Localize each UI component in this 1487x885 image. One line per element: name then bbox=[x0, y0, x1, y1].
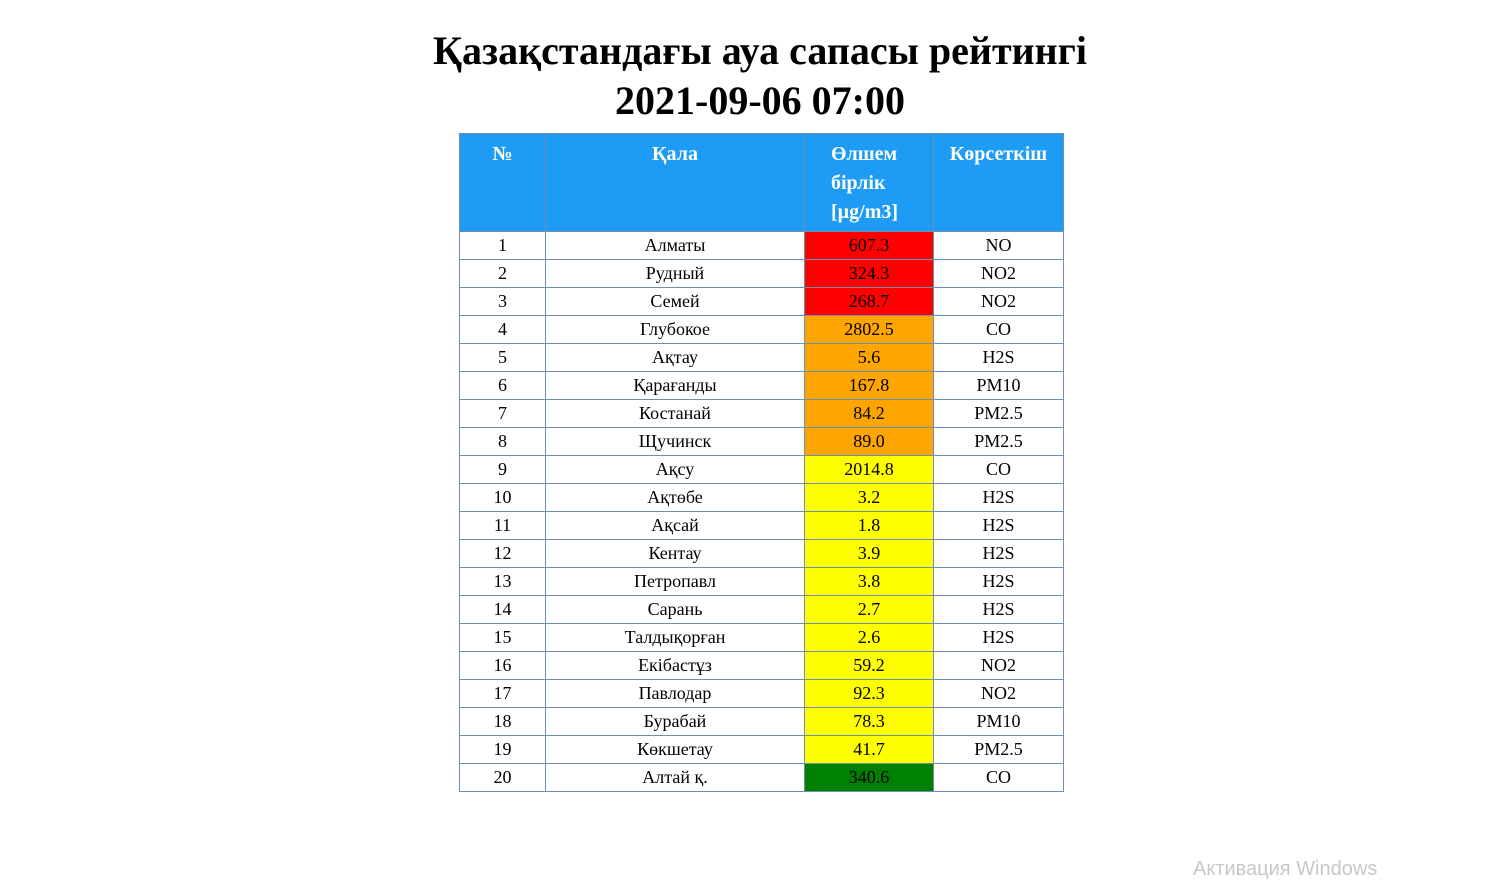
value-cell: 607.3 bbox=[805, 232, 934, 260]
header-indicator: Көрсеткіш bbox=[934, 134, 1064, 232]
value-cell: 2.7 bbox=[805, 596, 934, 624]
row-number-cell: 4 bbox=[460, 316, 546, 344]
row-number-cell: 13 bbox=[460, 568, 546, 596]
indicator-cell: H2S bbox=[934, 596, 1064, 624]
value-cell: 41.7 bbox=[805, 736, 934, 764]
table-row bbox=[460, 316, 1064, 344]
indicator-cell: H2S bbox=[934, 568, 1064, 596]
header-unit-line2: бірлік bbox=[831, 172, 886, 194]
city-cell: Бурабай bbox=[546, 708, 805, 736]
header-unit-line1: Өлшем bbox=[831, 143, 898, 165]
table-row bbox=[460, 596, 1064, 624]
row-number-cell: 17 bbox=[460, 680, 546, 708]
indicator-cell: NO2 bbox=[934, 260, 1064, 288]
indicator-cell: NO2 bbox=[934, 288, 1064, 316]
header-unit bbox=[805, 134, 934, 232]
indicator-cell: H2S bbox=[934, 344, 1064, 372]
city-cell: Рудный bbox=[546, 260, 805, 288]
table-row bbox=[460, 708, 1064, 736]
city-cell: Ақтөбе bbox=[546, 484, 805, 512]
table-row bbox=[460, 680, 1064, 708]
indicator-cell: PM2.5 bbox=[934, 400, 1064, 428]
row-number-cell: 12 bbox=[460, 540, 546, 568]
city-cell: Ақсу bbox=[546, 456, 805, 484]
value-cell: 5.6 bbox=[805, 344, 934, 372]
table-row bbox=[460, 400, 1064, 428]
value-cell: 84.2 bbox=[805, 400, 934, 428]
windows-activation-watermark: Активация Windows bbox=[1193, 858, 1378, 880]
table-row bbox=[460, 512, 1064, 540]
table-row bbox=[460, 484, 1064, 512]
row-number-cell: 8 bbox=[460, 428, 546, 456]
table-header-row bbox=[460, 134, 1064, 232]
table-row bbox=[460, 344, 1064, 372]
row-number-cell: 16 bbox=[460, 652, 546, 680]
table-row bbox=[460, 652, 1064, 680]
row-number-cell: 11 bbox=[460, 512, 546, 540]
row-number-cell: 15 bbox=[460, 624, 546, 652]
city-cell: Қарағанды bbox=[546, 372, 805, 400]
row-number-cell: 10 bbox=[460, 484, 546, 512]
city-cell: Костанай bbox=[546, 400, 805, 428]
city-cell: Петропавл bbox=[546, 568, 805, 596]
indicator-cell: NO2 bbox=[934, 680, 1064, 708]
indicator-cell: PM10 bbox=[934, 708, 1064, 736]
indicator-cell: H2S bbox=[934, 540, 1064, 568]
value-cell: 3.2 bbox=[805, 484, 934, 512]
row-number-cell: 18 bbox=[460, 708, 546, 736]
row-number-cell: 5 bbox=[460, 344, 546, 372]
value-cell: 3.8 bbox=[805, 568, 934, 596]
city-cell: Павлодар bbox=[546, 680, 805, 708]
city-cell: Глубокое bbox=[546, 316, 805, 344]
table-row bbox=[460, 372, 1064, 400]
table-row bbox=[460, 736, 1064, 764]
city-cell: Талдықорған bbox=[546, 624, 805, 652]
row-number-cell: 1 bbox=[460, 232, 546, 260]
table-body bbox=[460, 232, 1064, 792]
air-quality-table bbox=[459, 133, 1064, 792]
indicator-cell: PM2.5 bbox=[934, 428, 1064, 456]
city-cell: Семей bbox=[546, 288, 805, 316]
indicator-cell: PM2.5 bbox=[934, 736, 1064, 764]
indicator-cell: CO bbox=[934, 456, 1064, 484]
row-number-cell: 6 bbox=[460, 372, 546, 400]
table-row bbox=[460, 288, 1064, 316]
value-cell: 268.7 bbox=[805, 288, 934, 316]
value-cell: 2014.8 bbox=[805, 456, 934, 484]
city-cell: Ақсай bbox=[546, 512, 805, 540]
table-row bbox=[460, 260, 1064, 288]
table-row bbox=[460, 428, 1064, 456]
table-row bbox=[460, 232, 1064, 260]
row-number-cell: 20 bbox=[460, 764, 546, 792]
city-cell: Щучинск bbox=[546, 428, 805, 456]
indicator-cell: NO2 bbox=[934, 652, 1064, 680]
table-row bbox=[460, 568, 1064, 596]
table-row bbox=[460, 764, 1064, 792]
value-cell: 3.9 bbox=[805, 540, 934, 568]
table-row bbox=[460, 540, 1064, 568]
indicator-cell: H2S bbox=[934, 512, 1064, 540]
indicator-cell: CO bbox=[934, 764, 1064, 792]
value-cell: 89.0 bbox=[805, 428, 934, 456]
row-number-cell: 14 bbox=[460, 596, 546, 624]
value-cell: 167.8 bbox=[805, 372, 934, 400]
value-cell: 340.6 bbox=[805, 764, 934, 792]
value-cell: 92.3 bbox=[805, 680, 934, 708]
indicator-cell: PM10 bbox=[934, 372, 1064, 400]
indicator-cell: NO bbox=[934, 232, 1064, 260]
city-cell: Алматы bbox=[546, 232, 805, 260]
header-city: Қала bbox=[546, 134, 805, 232]
value-cell: 59.2 bbox=[805, 652, 934, 680]
table-row bbox=[460, 624, 1064, 652]
header-unit-line3: [µg/m3] bbox=[831, 201, 899, 223]
indicator-cell: H2S bbox=[934, 484, 1064, 512]
indicator-cell: H2S bbox=[934, 624, 1064, 652]
row-number-cell: 9 bbox=[460, 456, 546, 484]
row-number-cell: 2 bbox=[460, 260, 546, 288]
page-subtitle-datetime: 2021-09-06 07:00 bbox=[615, 78, 905, 123]
value-cell: 78.3 bbox=[805, 708, 934, 736]
row-number-cell: 19 bbox=[460, 736, 546, 764]
header-number: № bbox=[460, 134, 546, 232]
row-number-cell: 7 bbox=[460, 400, 546, 428]
table-row bbox=[460, 456, 1064, 484]
value-cell: 2802.5 bbox=[805, 316, 934, 344]
indicator-cell: CO bbox=[934, 316, 1064, 344]
city-cell: Ақтау bbox=[546, 344, 805, 372]
city-cell: Кентау bbox=[546, 540, 805, 568]
city-cell: Екібастұз bbox=[546, 652, 805, 680]
value-cell: 2.6 bbox=[805, 624, 934, 652]
city-cell: Көкшетау bbox=[546, 736, 805, 764]
city-cell: Сарань bbox=[546, 596, 805, 624]
page-title: Қазақстандағы ауа сапасы рейтингі bbox=[433, 28, 1087, 73]
row-number-cell: 3 bbox=[460, 288, 546, 316]
value-cell: 1.8 bbox=[805, 512, 934, 540]
city-cell: Алтай қ. bbox=[546, 764, 805, 792]
value-cell: 324.3 bbox=[805, 260, 934, 288]
